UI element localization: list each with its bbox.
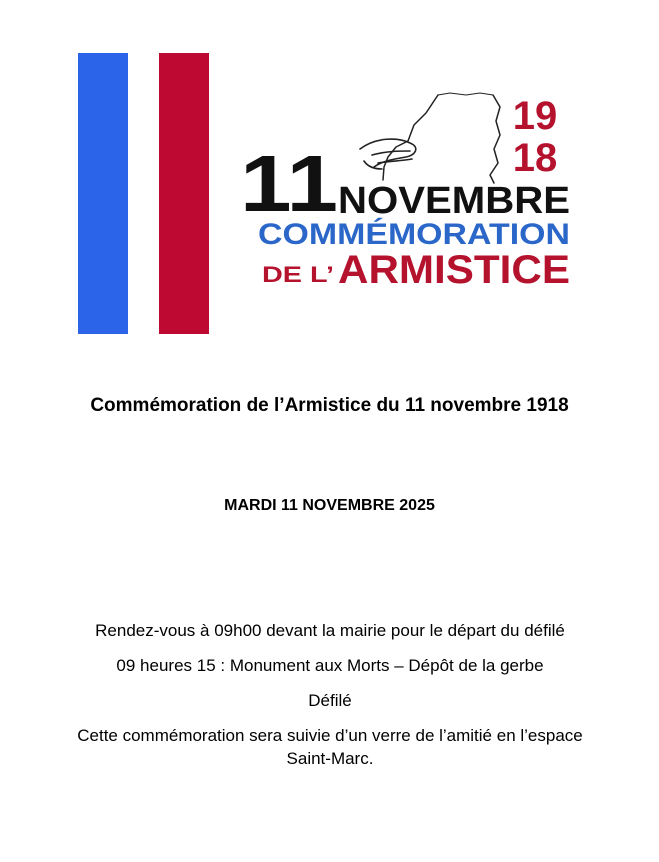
event-date: MARDI 11 NOVEMBRE 2025 [224,497,435,514]
armistice-logo [238,85,578,295]
flag-stripe-blue [78,53,128,334]
year-1918 [513,94,558,180]
flag-stripe-red [159,53,209,334]
logo-armistice: ARMISTICE [338,248,570,292]
program-item-meeting: Rendez-vous à 09h00 devant la mairie pour le départ du défilé [95,621,565,640]
program-list [75,619,585,782]
map-outline [383,93,500,183]
year-top: 19 [512,94,558,138]
logo-day: 11 [240,139,338,228]
hand-drawing [360,139,416,169]
logo-de: DE L’ [262,262,334,287]
document-title: Commémoration de l’Armistice du 11 novembre 1918 [90,395,569,416]
program-item-reception: Cette commémoration sera suivie d’un verre de l’amitié en l’espace Saint-Marc. [77,726,583,768]
logo-commemoration: COMMÉMORATION [258,218,535,251]
logo-month: NOVEMBRE [338,180,570,222]
year-bottom: 18 [512,136,558,180]
program-item-parade: Défilé [308,691,352,710]
program-item-monument: 09 heures 15 : Monument aux Morts – Dépôt de la gerbe [116,656,544,675]
